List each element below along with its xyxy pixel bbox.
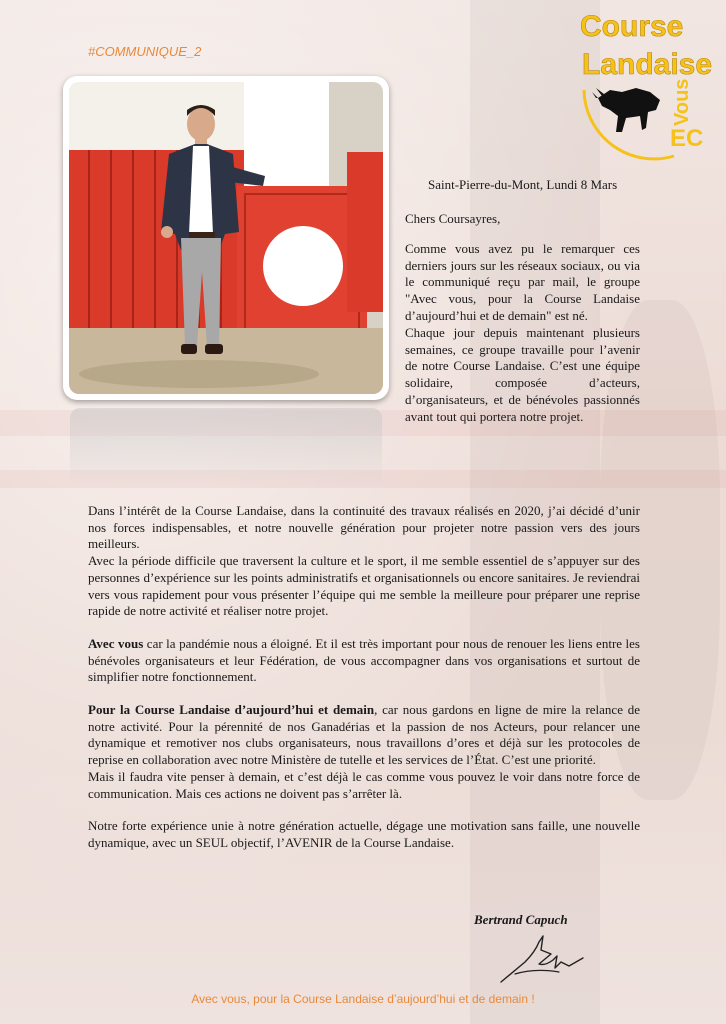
salutation: Chers Coursayres, — [405, 211, 501, 226]
intro-paragraph: Comme vous avez pu le remarquer ces derniers jours sur les réseaux sociaux, ou via le communiqué reçu par mail, le groupe "Avec vous, pour la Course Landaise d’aujourd’hui et de demain" est né. — [405, 240, 640, 323]
photo-reflection — [70, 408, 382, 488]
handwritten-signature — [495, 932, 590, 987]
logo-text-landaise: Landaise — [582, 48, 713, 81]
body-paragraph — [88, 636, 640, 686]
body-paragraph: Mais il faudra vite penser à demain, et c’est déjà le cas comme vous pouvez le voir dans notre force de communication. Mais ces actions ne doivent pas s’arrêter là. — [88, 768, 640, 801]
body-paragraph: Notre forte expérience unie à notre génération actuelle, dégage une motivation sans faille, une nouvelle dynamique, avec un SEUL objectif, l’AVENIR de la Course Landaise. — [88, 818, 640, 850]
photo-frame — [63, 76, 389, 400]
letter-body — [88, 503, 640, 852]
bold-lead: Pour la Course Landaise d’aujourd’hui et demain — [88, 702, 375, 718]
bull-icon — [592, 88, 660, 132]
place-date: Saint-Pierre-du-Mont, Lundi 8 Mars — [428, 177, 618, 192]
logo-text-vous: Vous — [671, 78, 693, 126]
footer-slogan: Avec vous, pour la Course Landaise d’aujourd’hui et de demain ! — [191, 992, 535, 1006]
body-paragraph: Avec la période difficile que traversent la culture et le sport, il me semble essentiel de s’appuyer sur des personnes d’expérience sur les points administratifs et organisationnels ou encore sanitaires. Je reviendrai vers vous rapidement pour vous présenter l’équipe qui me semble la meilleure pour préparer une reprise rapide de notre activité et réaliser notre projet. — [88, 553, 640, 619]
paragraph-text: , car nous gardons en ligne de mire la relance de notre activité. Pour la pérennité de nos Ganadérias et la passion de nos Acteurs, pour relancer une dynamique et remotiver nos clubs organisateurs, nous travaillons d’ores et déjà sur les protocoles de reprise en collaboration avec notre Ministère de tutelle et les services de l’État. C’est une priorité. — [88, 702, 640, 768]
paragraph-text: car la pandémie nous a éloigné. Et il est très important pour nous de renouer les liens entre les bénévoles organisateurs et leur Fédération, de vous accompagner dans vos organisations et surtout de simplifier notre fonctionnement. — [88, 635, 640, 685]
logo-text-course: Course — [580, 10, 684, 43]
intro-column — [405, 211, 640, 426]
signature-name: Bertrand Capuch — [474, 912, 568, 927]
body-paragraph: Dans l’intérêt de la Course Landaise, dans la continuité des travaux réalisés en 2020, j’ai décidé d’unir nos forces indispensables, et notre nouvelle génération pour projeter notre passion vers des jours meilleurs. — [88, 503, 640, 552]
bold-lead: Avec vous — [88, 635, 144, 651]
communique-tag: #COMMUNIQUE_2 — [88, 44, 202, 59]
intro-paragraph: Chaque jour depuis maintenant plusieurs semaines, ce groupe travaille pour l’avenir de notre Course Landaise. C’est une équipe solidaire, composée d’acteurs, d’organisateurs, et de bénévoles passionnés avant tout qui portera notre projet. — [405, 324, 640, 424]
course-landaise-logo — [576, 6, 722, 166]
body-paragraph — [88, 702, 640, 769]
logo-text-ec: EC — [670, 125, 704, 152]
person-photo — [69, 82, 383, 394]
